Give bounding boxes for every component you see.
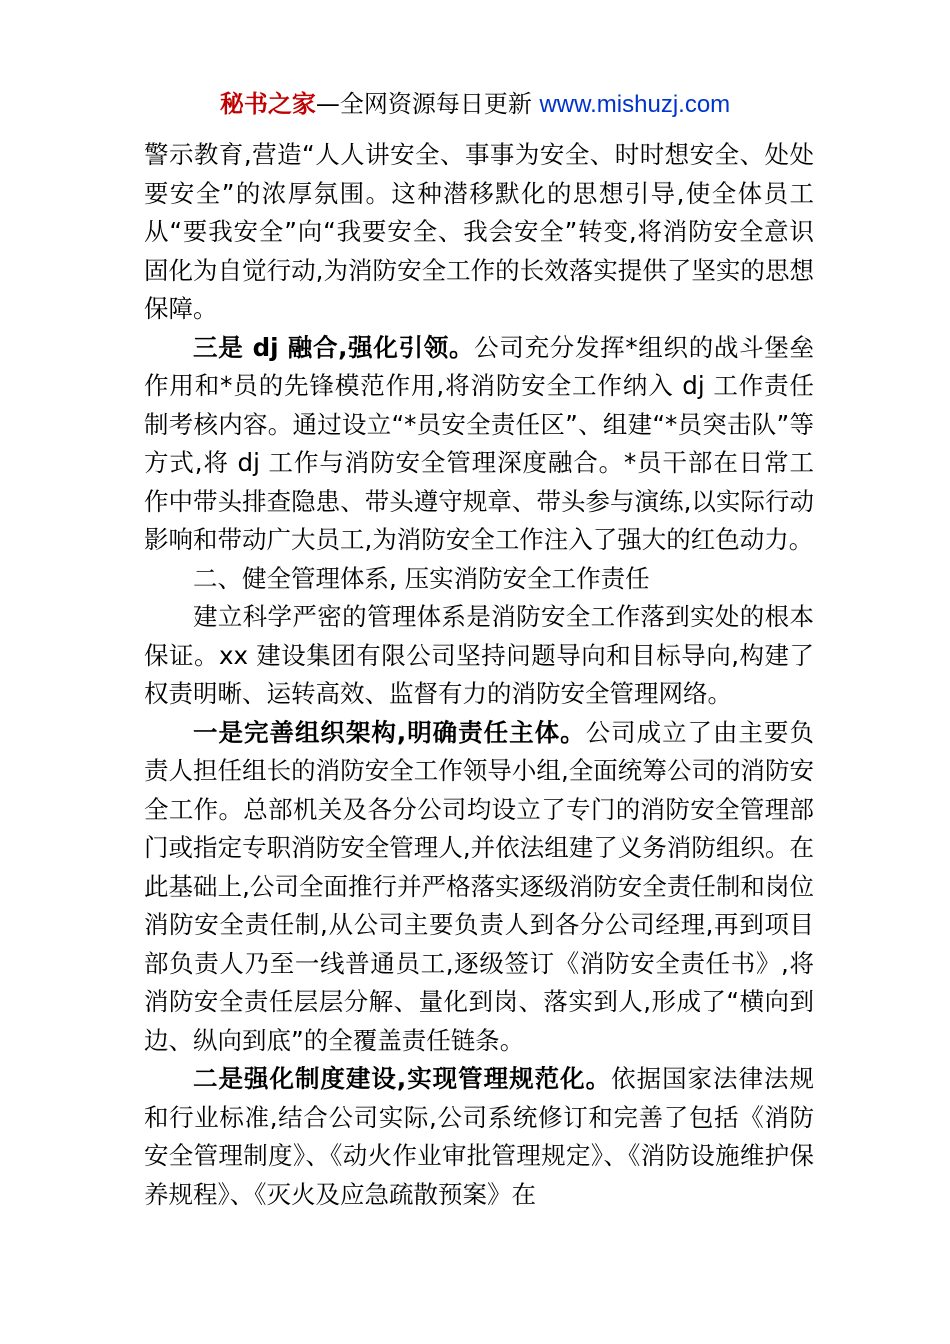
paragraph-lead: 三是 dj 融合,强化引领。 <box>193 332 475 362</box>
header-tagline: 全网资源每日更新 <box>339 90 532 118</box>
paragraph-continued: 警示教育,营造“人人讲安全、事事为安全、时时想安全、处处要安全”的浓厚氛围。这种潜移默化的思想引导,使全体员工从“要我安全”向“我要安全、我会安全”转变,将消防安全意识固化为自觉行动,为消防安全工作的长效落实提供了坚实的思想保障。 <box>144 140 814 323</box>
document-body <box>144 136 814 1214</box>
section-heading: 二、健全管理体系, 压实消防安全工作责任 <box>193 563 650 593</box>
paragraph-organization <box>144 714 814 1061</box>
site-brand: 秘书之家 <box>219 90 316 118</box>
paragraph-lead: 一是完善组织架构,明确责任主体。 <box>193 717 586 747</box>
header-dash: — <box>315 90 340 118</box>
paragraph-intro: 建立科学严密的管理体系是消防安全工作落到实处的根本保证。xx 建设集团有限公司坚持问题导向和目标导向,构建了权责明晰、运转高效、监督有力的消防安全管理网络。 <box>144 602 814 708</box>
paragraph-text: 依据国家法律法规和行业标准,结合公司实际,公司系统修订和完善了包括《消防安全管理制度》、《动火作业审批管理规定》、《消防设施维护保养规程》、《灭火及应急疏散预案》在 <box>144 1064 815 1209</box>
paragraph-regulations <box>144 1060 814 1214</box>
site-url-link[interactable]: www.mishuzj.com <box>539 91 731 118</box>
paragraph-lead: 二是强化制度建设,实现管理规范化。 <box>193 1064 612 1093</box>
paragraph-text: 公司成立了由主要负责人担任组长的消防安全工作领导小组,全面统筹公司的消防安全工作。总部机关及各分公司均设立了专门的消防安全管理部门或指定专职消防安全管理人,并依法组建了义务消防组织。在此基础上,公司全面推行并严格落实逐级消防安全责任制和岗位消防安全责任制,从公司主要负责人到各分公司经理,再到项目部负责人乃至一线普通员工,逐级签订《消防安全责任书》,将消防安全责任层层分解、量化到岗、落实到人,形成了“横向到边、纵向到底”的全覆盖责任链条。 <box>144 717 815 1055</box>
paragraph-text: 公司充分发挥*组织的战斗堡垒作用和*员的先锋模范作用,将消防安全工作纳入 dj 工作责任制考核内容。通过设立“*员安全责任区”、组建“*员突击队”等方式,将 dj 工作与消防安全管理深度融合。*员干部在日常工作中带头排查隐患、带头遵守规章、带头参与演练,以实际行动影响和带动广大员工,为消防安全工作注入了强大的红色动力。 <box>144 332 814 554</box>
site-header <box>0 86 950 123</box>
paragraph-party-integration <box>144 329 814 560</box>
